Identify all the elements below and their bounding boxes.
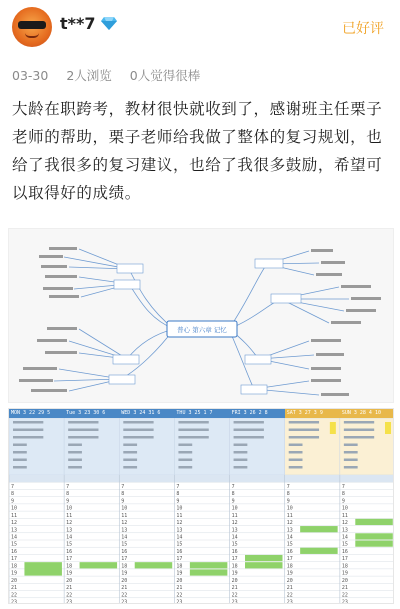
schedule-hour-label: 17 bbox=[231, 556, 238, 563]
schedule-hour-label: 17 bbox=[341, 556, 348, 563]
schedule-hour-label: 15 bbox=[286, 541, 293, 548]
schedule-hour-label: 13 bbox=[176, 527, 183, 534]
schedule-hour-label: 19 bbox=[286, 570, 293, 577]
schedule-hour-label: 22 bbox=[11, 592, 18, 599]
schedule-hour-label: 11 bbox=[286, 512, 293, 519]
schedule-day-5: SAT 3 27 3 9 bbox=[285, 409, 340, 418]
schedule-hour-label: 13 bbox=[341, 527, 348, 534]
schedule-study-block bbox=[190, 569, 227, 575]
schedule-task-text bbox=[178, 451, 192, 454]
review-date: 03-30 bbox=[12, 68, 49, 83]
schedule-hour-label: 19 bbox=[11, 570, 18, 577]
schedule-hour-label: 19 bbox=[121, 570, 128, 577]
schedule-hour-label: 7 bbox=[286, 483, 290, 490]
schedule-hour-label: 22 bbox=[176, 592, 183, 599]
schedule-task-text bbox=[178, 466, 192, 469]
schedule-hour-label: 10 bbox=[341, 505, 348, 512]
schedule-study-block bbox=[355, 519, 392, 525]
schedule-hour-label: 21 bbox=[121, 585, 128, 592]
schedule-task-text bbox=[289, 451, 303, 454]
schedule-hour-label: 20 bbox=[11, 577, 18, 584]
schedule-hour-label: 22 bbox=[231, 592, 238, 599]
schedule-hour-label: 23 bbox=[341, 599, 348, 605]
schedule-task-text bbox=[289, 429, 319, 432]
schedule-hour-label: 23 bbox=[231, 599, 238, 605]
schedule-task-text bbox=[344, 466, 358, 469]
schedule-hour-label: 18 bbox=[231, 563, 238, 570]
schedule-study-block bbox=[245, 555, 282, 561]
schedule-task-text bbox=[289, 466, 303, 469]
schedule-hour-label: 21 bbox=[286, 585, 293, 592]
schedule-hour-label: 13 bbox=[66, 527, 73, 534]
schedule-hour-label: 16 bbox=[176, 548, 183, 555]
schedule-hour-label: 14 bbox=[11, 534, 18, 541]
view-count: 2人浏览 bbox=[66, 68, 112, 83]
schedule-hour-label: 15 bbox=[11, 541, 18, 548]
schedule-hour-label: 11 bbox=[11, 512, 18, 519]
schedule-hour-label: 8 bbox=[341, 491, 345, 498]
schedule-task-text bbox=[344, 436, 374, 439]
schedule-task-text bbox=[234, 436, 264, 439]
schedule-hour-label: 9 bbox=[66, 498, 70, 505]
schedule-task-text bbox=[13, 444, 27, 447]
mindmap-image[interactable] bbox=[8, 228, 394, 403]
schedule-day-3: THU 3 25 1 7 bbox=[174, 409, 229, 418]
schedule-task-text bbox=[234, 429, 264, 432]
schedule-study-block bbox=[245, 562, 282, 568]
schedule-hour-label: 14 bbox=[66, 534, 73, 541]
schedule-hour-label: 20 bbox=[341, 577, 348, 584]
schedule-hour-label: 12 bbox=[176, 520, 183, 527]
schedule-task-text bbox=[289, 421, 319, 424]
schedule-hour-label: 9 bbox=[341, 498, 345, 505]
schedule-hour-label: 22 bbox=[341, 592, 348, 599]
schedule-hour-label: 7 bbox=[121, 483, 125, 490]
schedule-hour-label: 14 bbox=[341, 534, 348, 541]
schedule-hour-label: 13 bbox=[286, 527, 293, 534]
schedule-time-grid bbox=[9, 475, 394, 604]
schedule-study-block bbox=[80, 562, 117, 568]
schedule-hour-label: 15 bbox=[66, 541, 73, 548]
schedule-hour-label: 11 bbox=[176, 512, 183, 519]
schedule-hour-label: 18 bbox=[341, 563, 348, 570]
schedule-hour-label: 10 bbox=[121, 505, 128, 512]
schedule-hour-label: 18 bbox=[121, 563, 128, 570]
schedule-hour-label: 18 bbox=[66, 563, 73, 570]
schedule-hour-label: 7 bbox=[176, 483, 180, 490]
schedule-hour-label: 16 bbox=[121, 548, 128, 555]
schedule-hour-label: 19 bbox=[66, 570, 73, 577]
schedule-task-text bbox=[234, 421, 264, 424]
schedule-hour-label: 12 bbox=[286, 520, 293, 527]
schedule-hour-label: 7 bbox=[11, 483, 15, 490]
schedule-hour-label: 16 bbox=[286, 548, 293, 555]
schedule-hour-label: 22 bbox=[66, 592, 73, 599]
schedule-study-block bbox=[355, 533, 392, 539]
schedule-hour-label: 12 bbox=[121, 520, 128, 527]
schedule-hour-label: 13 bbox=[231, 527, 238, 534]
schedule-task-text bbox=[178, 421, 208, 424]
schedule-task-text bbox=[123, 421, 153, 424]
schedule-hour-label: 19 bbox=[176, 570, 183, 577]
mindmap-center-label: 普心 第六章 记忆 bbox=[177, 326, 227, 334]
schedule-hour-label: 8 bbox=[176, 491, 180, 498]
schedule-hour-label: 10 bbox=[176, 505, 183, 512]
review-meta bbox=[12, 66, 210, 84]
schedule-study-block bbox=[190, 562, 227, 568]
schedule-highlight bbox=[385, 422, 391, 434]
schedule-day-0: MON 3 22 29 5 bbox=[9, 409, 64, 418]
review-header bbox=[0, 0, 400, 58]
schedule-hour-label: 16 bbox=[231, 548, 238, 555]
schedule-hour-label: 11 bbox=[121, 512, 128, 519]
schedule-hour-label: 15 bbox=[341, 541, 348, 548]
diamond-icon bbox=[101, 15, 117, 31]
schedule-hour-label: 12 bbox=[66, 520, 73, 527]
schedule-hour-label: 13 bbox=[121, 527, 128, 534]
schedule-task-text bbox=[178, 436, 208, 439]
schedule-study-block bbox=[300, 526, 337, 532]
like-count: 0人觉得很棒 bbox=[129, 68, 201, 83]
schedule-hour-label: 20 bbox=[66, 577, 73, 584]
schedule-hour-label: 16 bbox=[341, 548, 348, 555]
schedule-task-text bbox=[289, 459, 303, 462]
schedule-task-text bbox=[234, 466, 248, 469]
schedule-hour-label: 20 bbox=[286, 577, 293, 584]
mindmap-drawing bbox=[9, 229, 395, 404]
schedule-hour-label: 21 bbox=[231, 585, 238, 592]
schedule-task-text bbox=[68, 436, 98, 439]
schedule-hour-label: 8 bbox=[121, 491, 125, 498]
schedule-hour-label: 9 bbox=[176, 498, 180, 505]
schedule-task-text bbox=[289, 444, 303, 447]
schedule-study-block bbox=[300, 548, 337, 554]
schedule-hour-label: 15 bbox=[231, 541, 238, 548]
schedule-hour-label: 23 bbox=[121, 599, 128, 605]
schedule-hour-label: 11 bbox=[66, 512, 73, 519]
schedule-study-block bbox=[355, 541, 392, 547]
schedule-task-text bbox=[178, 444, 192, 447]
schedule-task-text bbox=[123, 436, 153, 439]
schedule-hour-label: 21 bbox=[11, 585, 18, 592]
schedule-hour-label: 23 bbox=[176, 599, 183, 605]
schedule-hour-label: 23 bbox=[11, 599, 18, 605]
schedule-hour-label: 14 bbox=[121, 534, 128, 541]
schedule-hour-label: 18 bbox=[11, 563, 18, 570]
avatar-glasses bbox=[18, 21, 46, 29]
schedule-hour-label: 12 bbox=[341, 520, 348, 527]
schedule-task-text bbox=[344, 421, 374, 424]
schedule-hour-label: 10 bbox=[286, 505, 293, 512]
schedule-task-text bbox=[234, 451, 248, 454]
schedule-hour-label: 14 bbox=[286, 534, 293, 541]
schedule-task-text bbox=[68, 451, 82, 454]
schedule-hour-label: 10 bbox=[231, 505, 238, 512]
schedule-task-text bbox=[289, 436, 319, 439]
schedule-task-text bbox=[178, 429, 208, 432]
schedule-hour-label: 9 bbox=[11, 498, 15, 505]
schedule-hour-label: 15 bbox=[121, 541, 128, 548]
schedule-hour-label: 10 bbox=[11, 505, 18, 512]
schedule-hour-label: 9 bbox=[231, 498, 235, 505]
schedule-hour-label: 7 bbox=[66, 483, 70, 490]
schedule-hour-label: 17 bbox=[176, 556, 183, 563]
schedule-day-4: FRI 3 26 2 8 bbox=[230, 409, 285, 418]
schedule-task-text bbox=[344, 459, 358, 462]
schedule-hour-label: 18 bbox=[176, 563, 183, 570]
schedule-task-text bbox=[344, 451, 358, 454]
user-avatar[interactable] bbox=[12, 7, 52, 47]
rating-label: 已好评 bbox=[342, 21, 384, 37]
schedule-study-block bbox=[135, 562, 172, 568]
schedule-hour-label: 22 bbox=[121, 592, 128, 599]
schedule-hour-label: 17 bbox=[121, 556, 128, 563]
schedule-hour-label: 20 bbox=[176, 577, 183, 584]
schedule-task-text bbox=[123, 429, 153, 432]
schedule-task-text bbox=[123, 451, 137, 454]
schedule-task-text bbox=[13, 466, 27, 469]
schedule-hour-label: 7 bbox=[341, 483, 345, 490]
schedule-task-text bbox=[13, 436, 43, 439]
schedule-hour-label: 8 bbox=[11, 491, 15, 498]
schedule-task-text bbox=[68, 444, 82, 447]
schedule-task-text bbox=[344, 444, 358, 447]
schedule-task-area bbox=[9, 418, 394, 475]
schedule-hour-label: 9 bbox=[121, 498, 125, 505]
schedule-hour-label: 17 bbox=[286, 556, 293, 563]
schedule-hour-label: 9 bbox=[286, 498, 290, 505]
schedule-hour-label: 16 bbox=[11, 548, 18, 555]
schedule-hour-label: 23 bbox=[286, 599, 293, 605]
schedule-hour-label: 20 bbox=[121, 577, 128, 584]
schedule-task-text bbox=[123, 444, 137, 447]
schedule-day-2: WED 3 24 31 6 bbox=[119, 409, 174, 418]
schedule-highlight bbox=[330, 422, 336, 434]
schedule-task-text bbox=[68, 429, 98, 432]
username[interactable]: t**7 bbox=[60, 14, 96, 33]
schedule-hour-label: 15 bbox=[176, 541, 183, 548]
schedule-hour-label: 8 bbox=[231, 491, 235, 498]
schedule-image[interactable] bbox=[8, 408, 394, 604]
schedule-hour-label: 18 bbox=[286, 563, 293, 570]
schedule-day-1: Tue 3 23 30 6 bbox=[64, 409, 119, 418]
schedule-study-block bbox=[24, 562, 61, 575]
schedule-hour-label: 17 bbox=[66, 556, 73, 563]
schedule-task-text bbox=[123, 459, 137, 462]
schedule-task-text bbox=[68, 466, 82, 469]
schedule-grid-header bbox=[9, 475, 394, 482]
schedule-day-header bbox=[9, 409, 394, 418]
schedule-hour-label: 12 bbox=[11, 520, 18, 527]
schedule-day-6: SUN 3 28 4 10 bbox=[340, 409, 394, 418]
schedule-hour-label: 12 bbox=[231, 520, 238, 527]
schedule-task-text bbox=[13, 429, 43, 432]
schedule-hour-label: 21 bbox=[66, 585, 73, 592]
schedule-task-text bbox=[13, 459, 27, 462]
schedule-task-text bbox=[68, 421, 98, 424]
schedule-hour-label: 13 bbox=[11, 527, 18, 534]
schedule-hour-label: 19 bbox=[341, 570, 348, 577]
schedule-task-text bbox=[13, 451, 27, 454]
schedule-hour-label: 21 bbox=[341, 585, 348, 592]
schedule-task-text bbox=[344, 429, 374, 432]
schedule-hour-label: 19 bbox=[231, 570, 238, 577]
schedule-task-text bbox=[234, 459, 248, 462]
schedule-hour-label: 8 bbox=[286, 491, 290, 498]
schedule-hour-label: 11 bbox=[341, 512, 348, 519]
schedule-hour-label: 20 bbox=[231, 577, 238, 584]
schedule-hour-label: 7 bbox=[231, 483, 235, 490]
review-text: 大龄在职跨考，教材很快就收到了，感谢班主任栗子老师的帮助，栗子老师给我做了整体的复习规划，也给了我很多的复习建议，也给了我很多鼓励，希望可以取得好的成绩。 bbox=[12, 100, 383, 202]
schedule-hour-label: 16 bbox=[66, 548, 73, 555]
schedule-hour-label: 10 bbox=[66, 505, 73, 512]
schedule-task-text bbox=[178, 459, 192, 462]
avatar-mouth bbox=[25, 33, 39, 38]
schedule-task-text bbox=[68, 459, 82, 462]
schedule-hour-label: 23 bbox=[66, 599, 73, 605]
schedule-hour-label: 8 bbox=[66, 491, 70, 498]
schedule-task-text bbox=[13, 421, 43, 424]
schedule-task-text bbox=[234, 444, 248, 447]
schedule-hour-label: 14 bbox=[176, 534, 183, 541]
schedule-hour-label: 22 bbox=[286, 592, 293, 599]
schedule-task-text bbox=[123, 466, 137, 469]
schedule-hour-label: 11 bbox=[231, 512, 238, 519]
schedule-hour-label: 21 bbox=[176, 585, 183, 592]
schedule-hour-label: 14 bbox=[231, 534, 238, 541]
schedule-hour-label: 17 bbox=[11, 556, 18, 563]
